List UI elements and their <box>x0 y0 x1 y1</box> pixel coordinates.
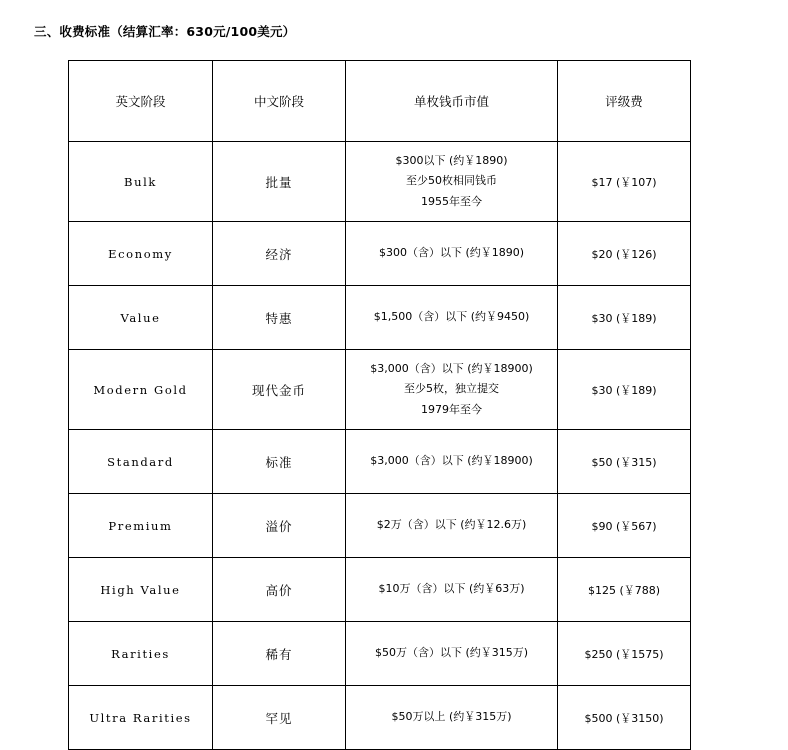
cell-english-tier: Modern Gold <box>69 350 213 430</box>
cell-grading-fee: $250 (￥1575) <box>558 622 691 686</box>
cell-english-tier: Bulk <box>69 142 213 222</box>
value-line: $3,000（含）以下 (约￥18900) <box>370 454 533 468</box>
table-header <box>69 61 691 142</box>
value-line: $300以下 (约￥1890) <box>395 153 508 167</box>
cell-coin-value <box>346 494 558 558</box>
column-header-coin-value: 单枚钱币市值 <box>346 61 558 142</box>
cell-english-tier: Value <box>69 286 213 350</box>
column-header-english-tier: 英文阶段 <box>69 61 213 142</box>
grading-fee-table <box>68 60 691 750</box>
column-header-grading-fee: 评级费 <box>558 61 691 142</box>
table-row <box>69 686 691 750</box>
table-row <box>69 430 691 494</box>
cell-english-tier: High Value <box>69 558 213 622</box>
value-line: $10万（含）以下 (约￥63万) <box>378 582 525 596</box>
cell-chinese-tier: 批量 <box>213 142 346 222</box>
cell-grading-fee: $20 (￥126) <box>558 222 691 286</box>
cell-grading-fee: $17 (￥107) <box>558 142 691 222</box>
value-line: $2万（含）以下 (约￥12.6万) <box>376 518 527 532</box>
cell-chinese-tier: 标准 <box>213 430 346 494</box>
section-heading: 三、收费标准（结算汇率：630元/100美元） <box>34 24 296 39</box>
cell-grading-fee: $30 (￥189) <box>558 286 691 350</box>
table-row <box>69 494 691 558</box>
value-line: 至少50枚相同钱币 <box>406 174 497 188</box>
value-line: $300（含）以下 (约￥1890) <box>378 246 525 260</box>
cell-chinese-tier: 现代金币 <box>213 350 346 430</box>
cell-grading-fee: $500 (￥3150) <box>558 686 691 750</box>
table-row <box>69 622 691 686</box>
cell-chinese-tier: 特惠 <box>213 286 346 350</box>
table-header-row <box>69 61 691 142</box>
table-row <box>69 558 691 622</box>
cell-english-tier: Ultra Rarities <box>69 686 213 750</box>
cell-grading-fee: $30 (￥189) <box>558 350 691 430</box>
cell-coin-value <box>346 622 558 686</box>
table-row <box>69 350 691 430</box>
cell-grading-fee: $50 (￥315) <box>558 430 691 494</box>
value-line: $50万以上 (约￥315万) <box>391 710 512 724</box>
cell-coin-value <box>346 222 558 286</box>
value-line: 1955年至今 <box>421 194 482 208</box>
cell-coin-value <box>346 142 558 222</box>
cell-chinese-tier: 高价 <box>213 558 346 622</box>
cell-coin-value <box>346 350 558 430</box>
cell-english-tier: Standard <box>69 430 213 494</box>
cell-grading-fee: $90 (￥567) <box>558 494 691 558</box>
cell-coin-value <box>346 686 558 750</box>
value-line: 1979年至今 <box>421 402 482 416</box>
value-line: $3,000（含）以下 (约￥18900) <box>370 361 533 375</box>
table-row <box>69 142 691 222</box>
cell-grading-fee: $125 (￥788) <box>558 558 691 622</box>
cell-english-tier: Premium <box>69 494 213 558</box>
cell-chinese-tier: 经济 <box>213 222 346 286</box>
cell-english-tier: Rarities <box>69 622 213 686</box>
cell-chinese-tier: 罕见 <box>213 686 346 750</box>
value-line: 至少5枚，独立提交 <box>404 382 499 396</box>
value-line: $1,500（含）以下 (约￥9450) <box>373 310 530 324</box>
table-row <box>69 222 691 286</box>
cell-chinese-tier: 溢价 <box>213 494 346 558</box>
cell-coin-value <box>346 430 558 494</box>
cell-chinese-tier: 稀有 <box>213 622 346 686</box>
column-header-chinese-tier: 中文阶段 <box>213 61 346 142</box>
cell-coin-value <box>346 558 558 622</box>
cell-english-tier: Economy <box>69 222 213 286</box>
table-body <box>69 142 691 750</box>
table-row <box>69 286 691 350</box>
value-line: $50万（含）以下 (约￥315万) <box>374 646 529 660</box>
cell-coin-value <box>346 286 558 350</box>
